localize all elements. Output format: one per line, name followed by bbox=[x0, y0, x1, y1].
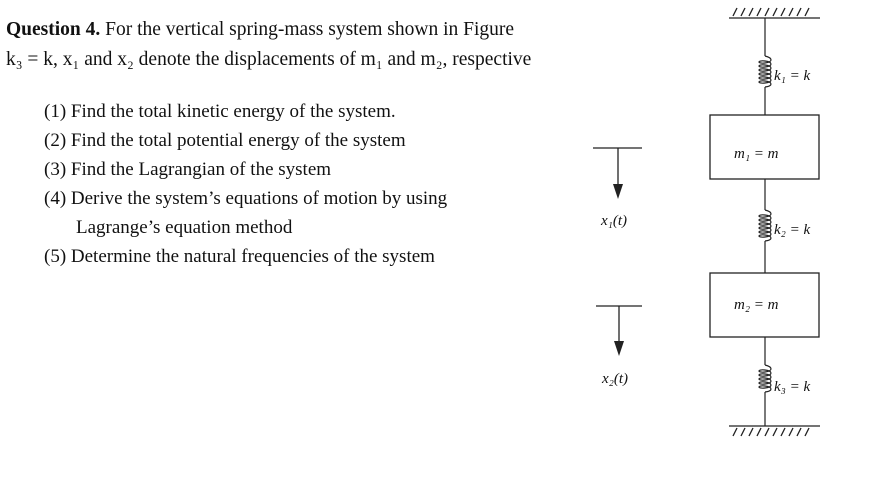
question-line-1-text: For the vertical spring-mass system shown in Figure bbox=[100, 19, 515, 40]
task-item-2: (2) Find the total potential energy of the system bbox=[44, 130, 406, 151]
bottom-support bbox=[729, 426, 820, 436]
spring-2-label: k₂ = k bbox=[774, 222, 811, 238]
task-item-4: (4) Derive the system’s equations of motion by using bbox=[44, 188, 448, 209]
top-support bbox=[729, 8, 820, 18]
mass-2-label: m₂ = m bbox=[734, 297, 779, 313]
task-item-5: (5) Determine the natural frequencies of the system bbox=[44, 246, 435, 267]
spring-1-label: k₁ = k bbox=[774, 68, 811, 84]
question-line-2: k₃ = k, x₁ and x₂ denote the displacements of m₁ and m₂, respective bbox=[6, 49, 532, 70]
question-label: Question 4. bbox=[6, 19, 101, 40]
displacement-2-label: x₂(t) bbox=[602, 371, 629, 387]
task-item-4-continued: Lagrange’s equation method bbox=[76, 217, 293, 238]
spring-3 bbox=[759, 337, 771, 426]
displacement-arrow-1 bbox=[593, 148, 642, 199]
task-item-1: (1) Find the total kinetic energy of the system. bbox=[44, 101, 396, 122]
mass-1-label: m₁ = m bbox=[734, 146, 779, 162]
task-item-3: (3) Find the Lagrangian of the system bbox=[44, 159, 332, 180]
displacement-1-label: x₁(t) bbox=[601, 213, 628, 229]
displacement-arrow-2 bbox=[596, 306, 642, 356]
spring-3-label: k₃ = k bbox=[774, 379, 811, 395]
spring-1 bbox=[759, 18, 771, 115]
spring-2 bbox=[759, 179, 771, 273]
